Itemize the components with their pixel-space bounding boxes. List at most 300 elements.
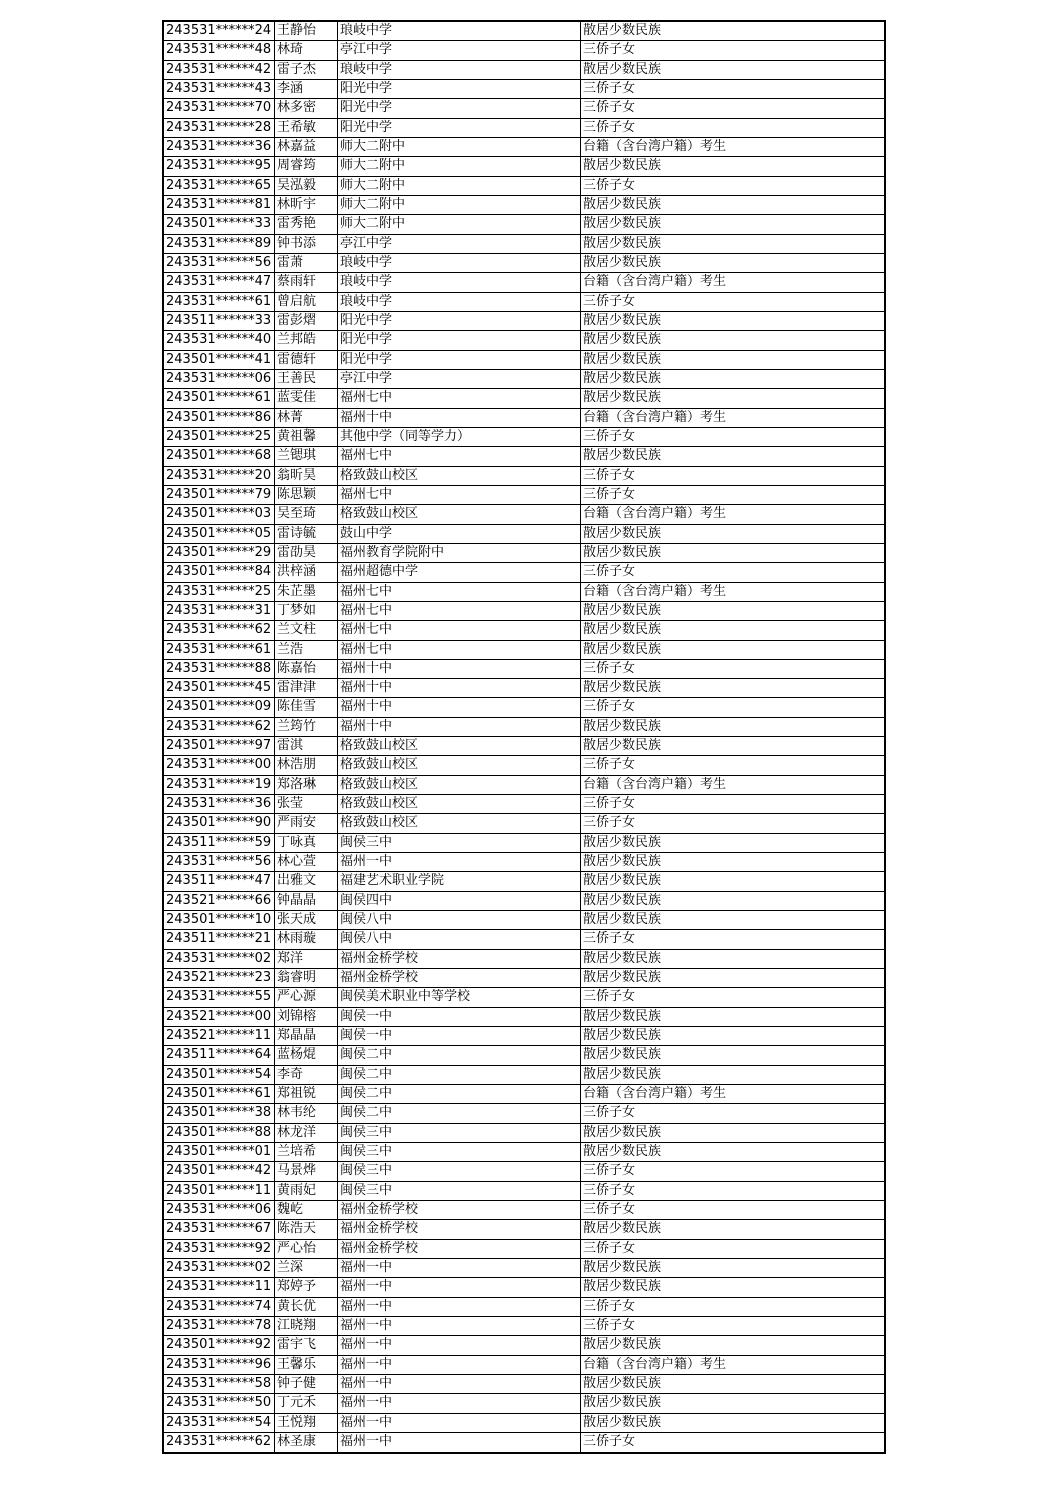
school-cell: 鼓山中学 [338,525,581,543]
category-cell: 三侨子女 [583,177,636,193]
candidate-id-cell: 243511******33 [164,312,275,330]
school-cell: 闽侯二中 [338,1046,581,1064]
school-cell: 琅岐中学 [338,61,581,79]
school-cell: 闽侯八中 [338,911,581,929]
candidate-id-cell: 243531******55 [164,988,275,1006]
candidate-name-cell: 林多密 [275,99,338,117]
table-row [164,1278,884,1297]
school-cell: 福州一中 [338,1394,581,1412]
category-cell: 散居少数民族 [583,1337,662,1353]
table-row [164,1066,884,1085]
candidate-name-cell: 曾启航 [275,293,338,311]
category-cell: 三侨子女 [583,80,636,96]
school-cell: 其他中学（同等学力） [338,428,581,446]
candidate-name-cell: 兰浩 [275,641,338,659]
table-row [164,99,884,118]
candidate-name-cell: 丁元禾 [275,1394,338,1412]
table-row [164,370,884,389]
category-cell: 三侨子女 [583,293,636,309]
candidate-id-cell: 243531******62 [164,1433,275,1452]
candidate-name-cell: 李奇 [275,1066,338,1084]
candidate-name-cell: 王希敏 [275,119,338,137]
table-row [164,254,884,273]
candidate-id-cell: 243531******36 [164,138,275,156]
category-cell: 台籍（含台湾户籍）考生 [583,274,727,290]
category-cell: 三侨子女 [583,119,636,135]
candidate-id-cell: 243531******88 [164,660,275,678]
table-row [164,563,884,582]
school-cell: 格致鼓山校区 [338,467,581,485]
candidate-id-cell: 243501******79 [164,486,275,504]
candidate-id-cell: 243531******25 [164,583,275,601]
table-row [164,1336,884,1355]
school-cell: 福州一中 [338,1317,581,1335]
school-cell: 格致鼓山校区 [338,737,581,755]
category-cell: 散居少数民族 [583,61,662,77]
candidate-id-cell: 243531******54 [164,1414,275,1432]
candidate-id-cell: 243531******56 [164,853,275,871]
candidate-name-cell: 林心萱 [275,853,338,871]
table-row [164,1027,884,1046]
candidate-id-cell: 243531******67 [164,1220,275,1238]
school-cell: 福州教育学院附中 [338,544,581,562]
category-cell: 散居少数民族 [583,1124,662,1140]
candidate-id-cell: 243501******90 [164,814,275,832]
school-cell: 闽侯三中 [338,1162,581,1180]
candidate-name-cell: 陈浩天 [275,1220,338,1238]
candidate-id-cell: 243531******48 [164,41,275,59]
school-cell: 福州十中 [338,409,581,427]
candidate-name-cell: 蓝雯佳 [275,389,338,407]
candidate-name-cell: 严心源 [275,988,338,1006]
table-row [164,1201,884,1220]
school-cell: 闽侯美术职业中等学校 [338,988,581,1006]
candidate-name-cell: 兰锶琪 [275,447,338,465]
school-cell: 福州金桥学校 [338,950,581,968]
candidate-id-cell: 243531******78 [164,1317,275,1335]
table-row [164,872,884,891]
table-row [164,467,884,486]
candidate-id-cell: 243511******21 [164,930,275,948]
school-cell: 福州十中 [338,698,581,716]
table-row [164,1433,884,1452]
candidate-id-cell: 243531******56 [164,254,275,272]
table-row [164,1124,884,1143]
school-cell: 闽侯二中 [338,1066,581,1084]
candidate-name-cell: 雷劭昊 [275,544,338,562]
table-row [164,22,884,41]
school-cell: 师大二附中 [338,215,581,233]
table-row [164,641,884,660]
candidate-name-cell: 蔡雨轩 [275,273,338,291]
school-cell: 琅岐中学 [338,254,581,272]
table-row [164,660,884,679]
candidate-name-cell: 陈嘉怡 [275,660,338,678]
table-row [164,1259,884,1278]
school-cell: 闽侯三中 [338,1143,581,1161]
candidate-name-cell: 钟晶晶 [275,892,338,910]
table-row [164,853,884,872]
candidate-id-cell: 243501******45 [164,679,275,697]
candidate-name-cell: 严心怡 [275,1240,338,1258]
table-row [164,80,884,99]
candidate-id-cell: 243511******64 [164,1046,275,1064]
table-row [164,602,884,621]
candidate-name-cell: 林昕宇 [275,196,338,214]
table-row [164,544,884,563]
table-row [164,389,884,408]
table-row [164,737,884,756]
candidate-name-cell: 兰筠竹 [275,718,338,736]
table-row [164,814,884,833]
category-cell: 台籍（含台湾户籍）考生 [583,506,727,522]
candidate-name-cell: 郑婷予 [275,1278,338,1296]
school-cell: 闽侯三中 [338,1182,581,1200]
category-cell: 三侨子女 [583,815,636,831]
category-cell: 散居少数民族 [583,854,662,870]
table-row [164,235,884,254]
candidate-id-cell: 243531******42 [164,61,275,79]
candidate-name-cell: 郑洛琳 [275,776,338,794]
category-cell: 散居少数民族 [583,912,662,928]
category-cell: 台籍（含台湾户籍）考生 [583,409,727,425]
candidate-name-cell: 林琦 [275,41,338,59]
candidate-name-cell: 黄雨妃 [275,1182,338,1200]
school-cell: 闽侯三中 [338,1124,581,1142]
candidate-id-cell: 243531******31 [164,602,275,620]
table-row [164,950,884,969]
candidate-name-cell: 雷淇 [275,737,338,755]
candidate-id-cell: 243521******23 [164,969,275,987]
table-row [164,119,884,138]
table-row [164,1162,884,1181]
category-cell: 三侨子女 [583,1317,636,1333]
candidate-id-cell: 243501******42 [164,1162,275,1180]
table-row [164,1046,884,1065]
table-row [164,583,884,602]
table-row [164,486,884,505]
candidate-name-cell: 李涵 [275,80,338,98]
candidate-id-cell: 243501******11 [164,1182,275,1200]
candidate-name-cell: 林圣康 [275,1433,338,1452]
candidate-id-cell: 243501******41 [164,351,275,369]
table-row [164,273,884,292]
category-cell: 散居少数民族 [583,235,662,251]
category-cell: 散居少数民族 [583,1375,662,1391]
category-cell: 散居少数民族 [583,622,662,638]
category-cell: 散居少数民族 [583,1395,662,1411]
candidate-name-cell: 林浩朋 [275,756,338,774]
category-cell: 散居少数民族 [583,1144,662,1160]
category-cell: 散居少数民族 [583,370,662,386]
candidate-id-cell: 243531******96 [164,1356,275,1374]
category-cell: 三侨子女 [583,467,636,483]
candidate-name-cell: 雷宇飞 [275,1336,338,1354]
candidate-id-cell: 243531******61 [164,641,275,659]
school-cell: 格致鼓山校区 [338,776,581,794]
table-row [164,505,884,524]
category-cell: 台籍（含台湾户籍）考生 [583,1086,727,1102]
school-cell: 福州一中 [338,1433,581,1452]
candidate-id-cell: 243531******19 [164,776,275,794]
candidate-name-cell: 林雨璇 [275,930,338,948]
candidate-id-cell: 243531******20 [164,467,275,485]
candidate-name-cell: 兰培希 [275,1143,338,1161]
candidate-id-cell: 243501******86 [164,409,275,427]
candidate-id-cell: 243521******00 [164,1008,275,1026]
school-cell: 福州金桥学校 [338,969,581,987]
school-cell: 福州七中 [338,602,581,620]
candidate-id-cell: 243531******43 [164,80,275,98]
school-cell: 福州金桥学校 [338,1201,581,1219]
category-cell: 散居少数民族 [583,196,662,212]
category-cell: 三侨子女 [583,42,636,58]
table-row [164,312,884,331]
candidate-name-cell: 黄祖馨 [275,428,338,446]
table-row [164,409,884,428]
category-cell: 三侨子女 [583,989,636,1005]
school-cell: 琅岐中学 [338,293,581,311]
candidate-id-cell: 243531******70 [164,99,275,117]
candidate-id-cell: 243531******62 [164,621,275,639]
table-row [164,351,884,370]
candidate-name-cell: 朱芷墨 [275,583,338,601]
table-row [164,177,884,196]
candidate-name-cell: 丁咏真 [275,834,338,852]
category-cell: 散居少数民族 [583,641,662,657]
school-cell: 闽侯八中 [338,930,581,948]
candidate-name-cell: 王悦翔 [275,1414,338,1432]
candidate-id-cell: 243501******25 [164,428,275,446]
category-cell: 散居少数民族 [583,1260,662,1275]
school-cell: 闽侯四中 [338,892,581,910]
candidate-id-cell: 243531******92 [164,1240,275,1258]
candidate-name-cell: 魏屹 [275,1201,338,1219]
candidate-id-cell: 243501******03 [164,505,275,523]
candidate-id-cell: 243521******11 [164,1027,275,1045]
candidate-id-cell: 243531******06 [164,1201,275,1219]
school-cell: 师大二附中 [338,138,581,156]
category-cell: 三侨子女 [583,1182,636,1198]
candidate-id-cell: 243531******28 [164,119,275,137]
table-row [164,698,884,717]
candidate-name-cell: 雷诗毓 [275,525,338,543]
school-cell: 福州七中 [338,389,581,407]
candidate-name-cell: 蓝杨焜 [275,1046,338,1064]
school-cell: 福州金桥学校 [338,1220,581,1238]
category-cell: 散居少数民族 [583,351,662,367]
table-row [164,157,884,176]
table-row [164,1375,884,1394]
category-cell: 散居少数民族 [583,448,662,464]
candidate-id-cell: 243501******33 [164,215,275,233]
category-cell: 三侨子女 [583,564,636,580]
candidate-id-cell: 243531******06 [164,370,275,388]
table-row [164,679,884,698]
category-cell: 散居少数民族 [583,970,662,986]
school-cell: 福州十中 [338,679,581,697]
category-cell: 散居少数民族 [583,1028,662,1044]
school-cell: 格致鼓山校区 [338,756,581,774]
candidate-id-cell: 243531******47 [164,273,275,291]
candidate-id-cell: 243531******61 [164,293,275,311]
school-cell: 福建艺术职业学院 [338,872,581,890]
candidate-name-cell: 兰邦皓 [275,331,338,349]
category-cell: 散居少数民族 [583,544,662,560]
category-cell: 三侨子女 [583,796,636,812]
candidate-id-cell: 243511******47 [164,872,275,890]
candidate-name-cell: 王善民 [275,370,338,388]
school-cell: 师大二附中 [338,157,581,175]
candidate-name-cell: 翁昕昊 [275,467,338,485]
category-cell: 散居少数民族 [583,873,662,889]
candidate-name-cell: 雷秀艳 [275,215,338,233]
candidate-name-cell: 林菁 [275,409,338,427]
candidate-id-cell: 243531******62 [164,718,275,736]
category-cell: 三侨子女 [583,1298,636,1314]
table-row [164,1240,884,1259]
table-row [164,428,884,447]
candidate-id-cell: 243501******38 [164,1104,275,1122]
candidate-id-cell: 243501******05 [164,525,275,543]
category-cell: 三侨子女 [583,1163,636,1179]
candidate-id-cell: 243531******36 [164,795,275,813]
category-cell: 散居少数民族 [583,1047,662,1063]
candidate-name-cell: 陈佳雪 [275,698,338,716]
school-cell: 亭江中学 [338,235,581,253]
candidate-id-cell: 243501******92 [164,1336,275,1354]
school-cell: 阳光中学 [338,80,581,98]
candidate-name-cell: 翁睿明 [275,969,338,987]
category-cell: 三侨子女 [583,1202,636,1218]
category-cell: 散居少数民族 [583,23,662,38]
school-cell: 阳光中学 [338,119,581,137]
category-cell: 散居少数民族 [583,1279,662,1295]
candidate-id-cell: 243531******24 [164,22,275,40]
school-cell: 亭江中学 [338,41,581,59]
category-cell: 台籍（含台湾户籍）考生 [583,138,727,154]
candidate-name-cell: 陈思颖 [275,486,338,504]
candidate-id-cell: 243531******81 [164,196,275,214]
school-cell: 琅岐中学 [338,22,581,40]
table-row [164,138,884,157]
candidate-name-cell: 雷萧 [275,254,338,272]
candidate-name-cell: 丁梦如 [275,602,338,620]
school-cell: 阳光中学 [338,99,581,117]
school-cell: 师大二附中 [338,196,581,214]
category-cell: 散居少数民族 [583,602,662,618]
candidate-name-cell: 吴至琦 [275,505,338,523]
candidate-id-cell: 243501******97 [164,737,275,755]
candidate-id-cell: 243501******29 [164,544,275,562]
category-cell: 三侨子女 [583,757,636,773]
school-cell: 闽侯二中 [338,1085,581,1103]
candidate-name-cell: 严雨安 [275,814,338,832]
table-row [164,331,884,350]
candidate-name-cell: 周睿筠 [275,157,338,175]
candidate-id-cell: 243501******88 [164,1124,275,1142]
candidate-name-cell: 郑晶晶 [275,1027,338,1045]
category-cell: 散居少数民族 [583,1414,662,1430]
category-cell: 散居少数民族 [583,312,662,328]
candidate-name-cell: 林韦纶 [275,1104,338,1122]
category-cell: 三侨子女 [583,660,636,676]
table-row [164,621,884,640]
category-cell: 散居少数民族 [583,216,662,232]
table-row [164,930,884,949]
school-cell: 琅岐中学 [338,273,581,291]
school-cell: 闽侯三中 [338,834,581,852]
category-cell: 散居少数民族 [583,332,662,348]
candidate-name-cell: 钟书添 [275,235,338,253]
school-cell: 格致鼓山校区 [338,795,581,813]
category-cell: 散居少数民族 [583,525,662,541]
candidate-id-cell: 243501******61 [164,389,275,407]
school-cell: 闽侯一中 [338,1027,581,1045]
candidate-id-cell: 243511******59 [164,834,275,852]
category-cell: 台籍（含台湾户籍）考生 [583,1356,727,1372]
school-cell: 福州一中 [338,1336,581,1354]
school-cell: 闽侯一中 [338,1008,581,1026]
category-cell: 三侨子女 [583,428,636,444]
table-row [164,834,884,853]
category-cell: 散居少数民族 [583,892,662,908]
table-row [164,41,884,60]
candidate-name-cell: 雷彭熠 [275,312,338,330]
table-row [164,196,884,215]
candidate-id-cell: 243531******74 [164,1298,275,1316]
candidate-name-cell: 王静怡 [275,22,338,40]
category-cell: 三侨子女 [583,100,636,116]
school-cell: 福州七中 [338,621,581,639]
candidate-id-cell: 243531******02 [164,1259,275,1277]
school-cell: 格致鼓山校区 [338,505,581,523]
school-cell: 福州一中 [338,1278,581,1296]
school-cell: 亭江中学 [338,370,581,388]
table-row [164,776,884,795]
school-cell: 福州十中 [338,718,581,736]
category-cell: 三侨子女 [583,1433,636,1449]
category-cell: 散居少数民族 [583,1008,662,1024]
candidate-id-cell: 243531******65 [164,177,275,195]
table-row [164,525,884,544]
school-cell: 师大二附中 [338,177,581,195]
candidate-name-cell: 张天成 [275,911,338,929]
table-row [164,1317,884,1336]
table-row [164,1298,884,1317]
category-cell: 散居少数民族 [583,738,662,754]
category-cell: 散居少数民族 [583,1221,662,1237]
school-cell: 阳光中学 [338,312,581,330]
school-cell: 福州七中 [338,486,581,504]
candidate-name-cell: 雷德轩 [275,351,338,369]
candidate-table [162,20,886,1454]
candidate-id-cell: 243531******11 [164,1278,275,1296]
school-cell: 福州七中 [338,583,581,601]
table-row [164,447,884,466]
candidate-id-cell: 243501******61 [164,1085,275,1103]
category-cell: 台籍（含台湾户籍）考生 [583,776,727,792]
candidate-name-cell: 兰深 [275,1259,338,1277]
candidate-name-cell: 江晓翔 [275,1317,338,1335]
table-row [164,1414,884,1433]
category-cell: 散居少数民族 [583,680,662,696]
candidate-name-cell: 张莹 [275,795,338,813]
category-cell: 散居少数民族 [583,1066,662,1082]
school-cell: 格致鼓山校区 [338,814,581,832]
school-cell: 阳光中学 [338,331,581,349]
candidate-name-cell: 林嘉益 [275,138,338,156]
